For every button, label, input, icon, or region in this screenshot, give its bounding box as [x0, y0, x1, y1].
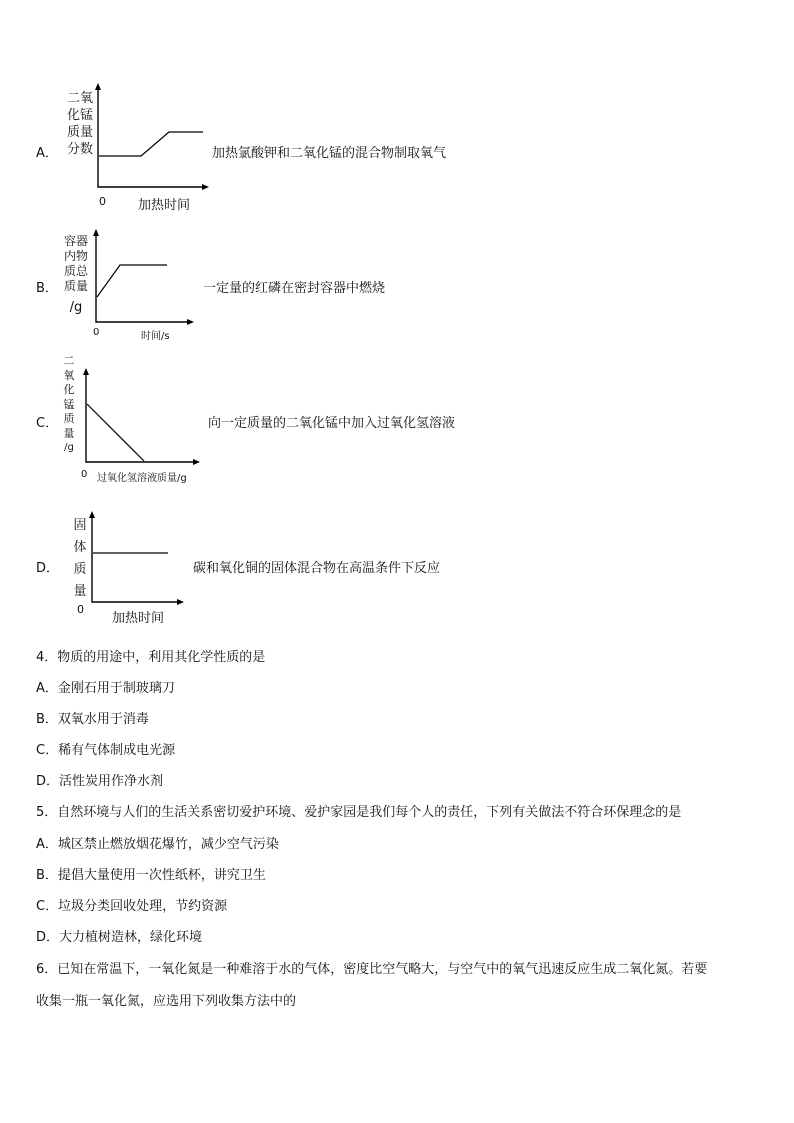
graph-d-x-arrow — [177, 599, 184, 605]
question-5-option-a: A．城区禁止燃放烟花爆竹，减少空气污染 — [36, 837, 279, 852]
option-c-letter: C． — [36, 416, 59, 431]
question-4-stem: 4．物质的用途中，利用其化学性质的是 — [36, 650, 266, 665]
question-4-option-b: B．双氧水用于消毒 — [36, 712, 149, 727]
question-5-option-c: C．垃圾分类回收处理，节约资源 — [36, 899, 228, 914]
question-4-option-a: A．金刚石用于制玻璃刀 — [36, 681, 175, 696]
graph-d-caption: 碳和氧化铜的固体混合物在高温条件下反应 — [193, 561, 441, 576]
graph-a-caption: 加热氯酸钾和二氧化锰的混合物制取氧气 — [212, 146, 447, 161]
graph-d-axes — [92, 516, 180, 602]
graph-b-origin: 0 — [93, 327, 100, 338]
question-4-option-d: D．活性炭用作净水剂 — [36, 774, 164, 789]
graph-c-caption: 向一定质量的二氧化锰中加入过氧化氢溶液 — [208, 416, 456, 431]
question-5-option-b: B．提倡大量使用一次性纸杯，讲究卫生 — [36, 868, 266, 883]
graph-a-ylabel: 二氧 化锰 质量 分数 — [66, 91, 93, 157]
graph-b-caption: 一定量的红磷在密封容器中燃烧 — [203, 281, 386, 296]
question-5-stem: 5．自然环境与人们的生活关系密切爱护环境、爱护家园是我们每个人的责任，下列有关做法不符合环保理念的是 — [36, 805, 682, 820]
graph-d-y-arrow — [89, 511, 95, 518]
question-4-option-c: C．稀有气体制成电光源 — [36, 743, 176, 758]
question-5-option-d: D．大力植树造林，绿化环境 — [36, 930, 203, 945]
graph-c-ylabel: 二 氧 化 锰 质 量 /g — [63, 354, 75, 453]
question-6-stem-line-1: 6．已知在常温下，一氧化氮是一种难溶于水的气体，密度比空气略大，与空气中的氧气迅速反应生成二氧化氮。若要 — [36, 962, 708, 977]
graph-a-xlabel: 加热时间 — [138, 198, 191, 213]
graph-d-xlabel: 加热时间 — [112, 611, 165, 626]
option-a-letter: A． — [36, 146, 58, 161]
graph-a-origin: 0 — [99, 195, 106, 208]
question-6-stem-line-2: 收集一瓶一氧化氮，应选用下列收集方法中的 — [36, 994, 297, 1009]
option-b-letter: B． — [36, 281, 58, 296]
graph-b-xlabel: 时间/s — [141, 331, 170, 342]
graph-c-xlabel: 过氧化氢溶液质量/g — [97, 473, 187, 484]
option-d-letter: D． — [36, 561, 60, 576]
graph-b-ylabel: 容器 内物 质总 质量 /g — [63, 234, 88, 315]
graph-d-origin: 0 — [77, 603, 84, 616]
graph-c-origin: 0 — [81, 469, 88, 480]
graph-d-ylabel: 固 体 质 量 — [73, 518, 87, 599]
